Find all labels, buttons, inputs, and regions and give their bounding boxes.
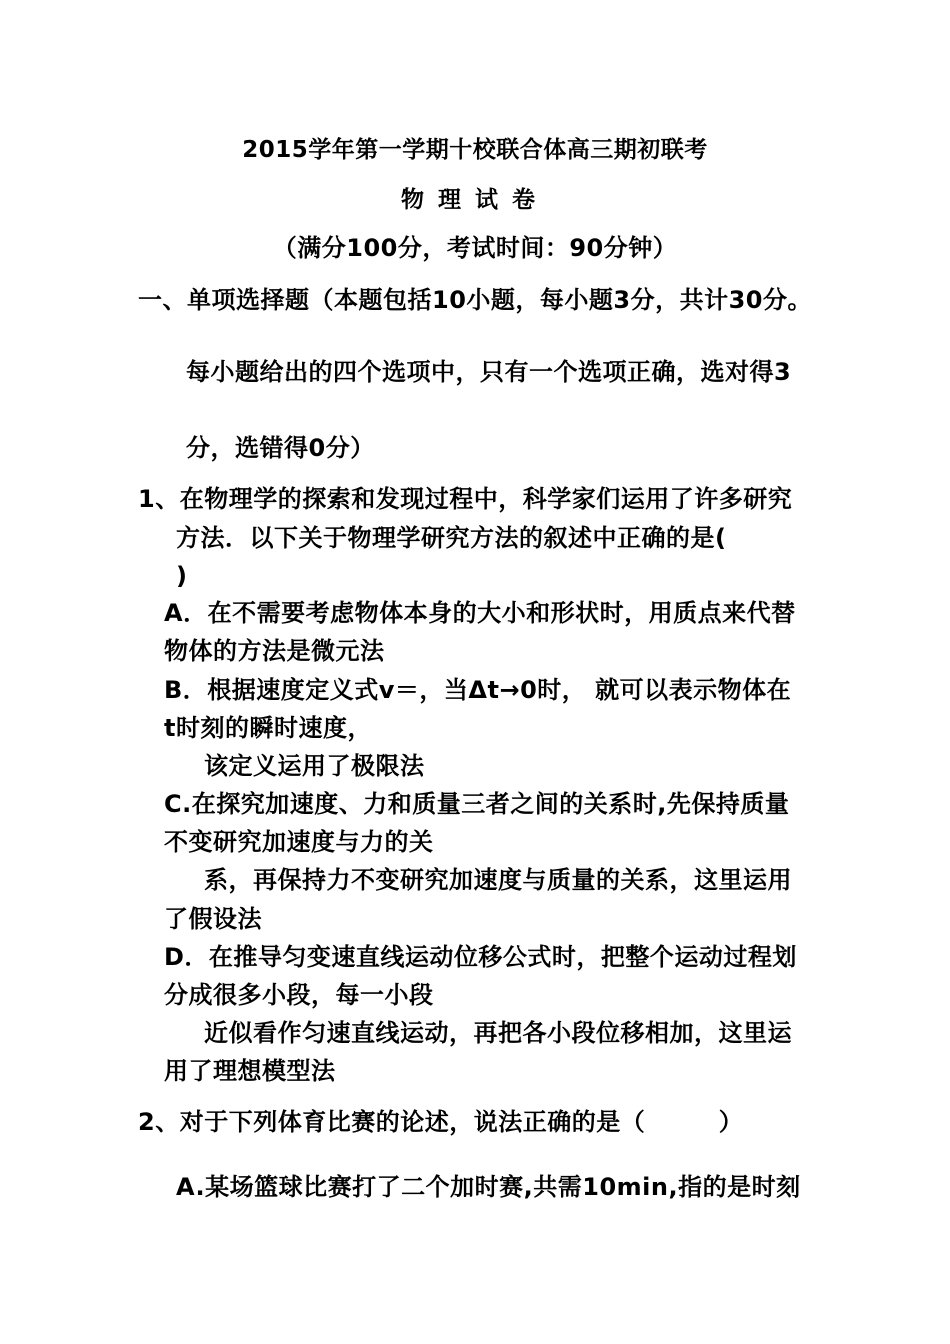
question-1-option-c: 了假设法	[164, 905, 262, 933]
exam-score-info: （满分100分，考试时间：90分钟）	[272, 234, 678, 262]
question-1-option-b: t时刻的瞬时速度，	[164, 714, 372, 742]
section-instruction: 每小题给出的四个选项中，只有一个选项正确，选对得3	[186, 358, 792, 386]
question-1-option-a: A．在不需要考虑物体本身的大小和形状时，用质点来代替	[164, 599, 796, 627]
question-1-stem: 1、在物理学的探索和发现过程中，科学家们运用了许多研究	[138, 485, 793, 513]
question-1-option-b: 该定义运用了极限法	[204, 752, 425, 780]
question-1-option-c: 系，再保持力不变研究加速度与质量的关系，这里运用	[204, 866, 792, 894]
question-1-option-d: 分成很多小段，每一小段	[164, 981, 434, 1009]
question-1-option-a: 物体的方法是微元法	[164, 637, 385, 665]
question-2-stem: 2、对于下列体育比赛的论述，说法正确的是（ ）	[138, 1108, 744, 1136]
question-1-option-d: 近似看作匀速直线运动，再把各小段位移相加，这里运	[204, 1019, 792, 1047]
question-1-stem: 方法．以下关于物理学研究方法的叙述中正确的是(	[176, 524, 727, 552]
question-1-option-c: 不变研究加速度与力的关	[164, 828, 434, 856]
section-instruction: 分，选错得0分）	[186, 434, 375, 462]
question-1-stem: )	[176, 562, 188, 590]
question-1-option-d: D．在推导匀变速直线运动位移公式时，把整个运动过程划	[164, 943, 797, 971]
section-heading: 一、单项选择题（本题包括10小题，每小题3分，共计30分。	[138, 286, 812, 314]
question-1-option-b: B．根据速度定义式v＝，当Δt→0时， 就可以表示物体在	[164, 676, 792, 704]
question-2-option-a: A.某场篮球比赛打了二个加时赛,共需10min,指的是时刻	[176, 1173, 801, 1201]
exam-title: 2015学年第一学期十校联合体高三期初联考	[242, 137, 708, 163]
exam-subject: 物理试卷	[401, 187, 549, 213]
question-1-option-d: 用了理想模型法	[164, 1057, 336, 1085]
question-1-option-c: C.在探究加速度、力和质量三者之间的关系时,先保持质量	[164, 790, 790, 818]
